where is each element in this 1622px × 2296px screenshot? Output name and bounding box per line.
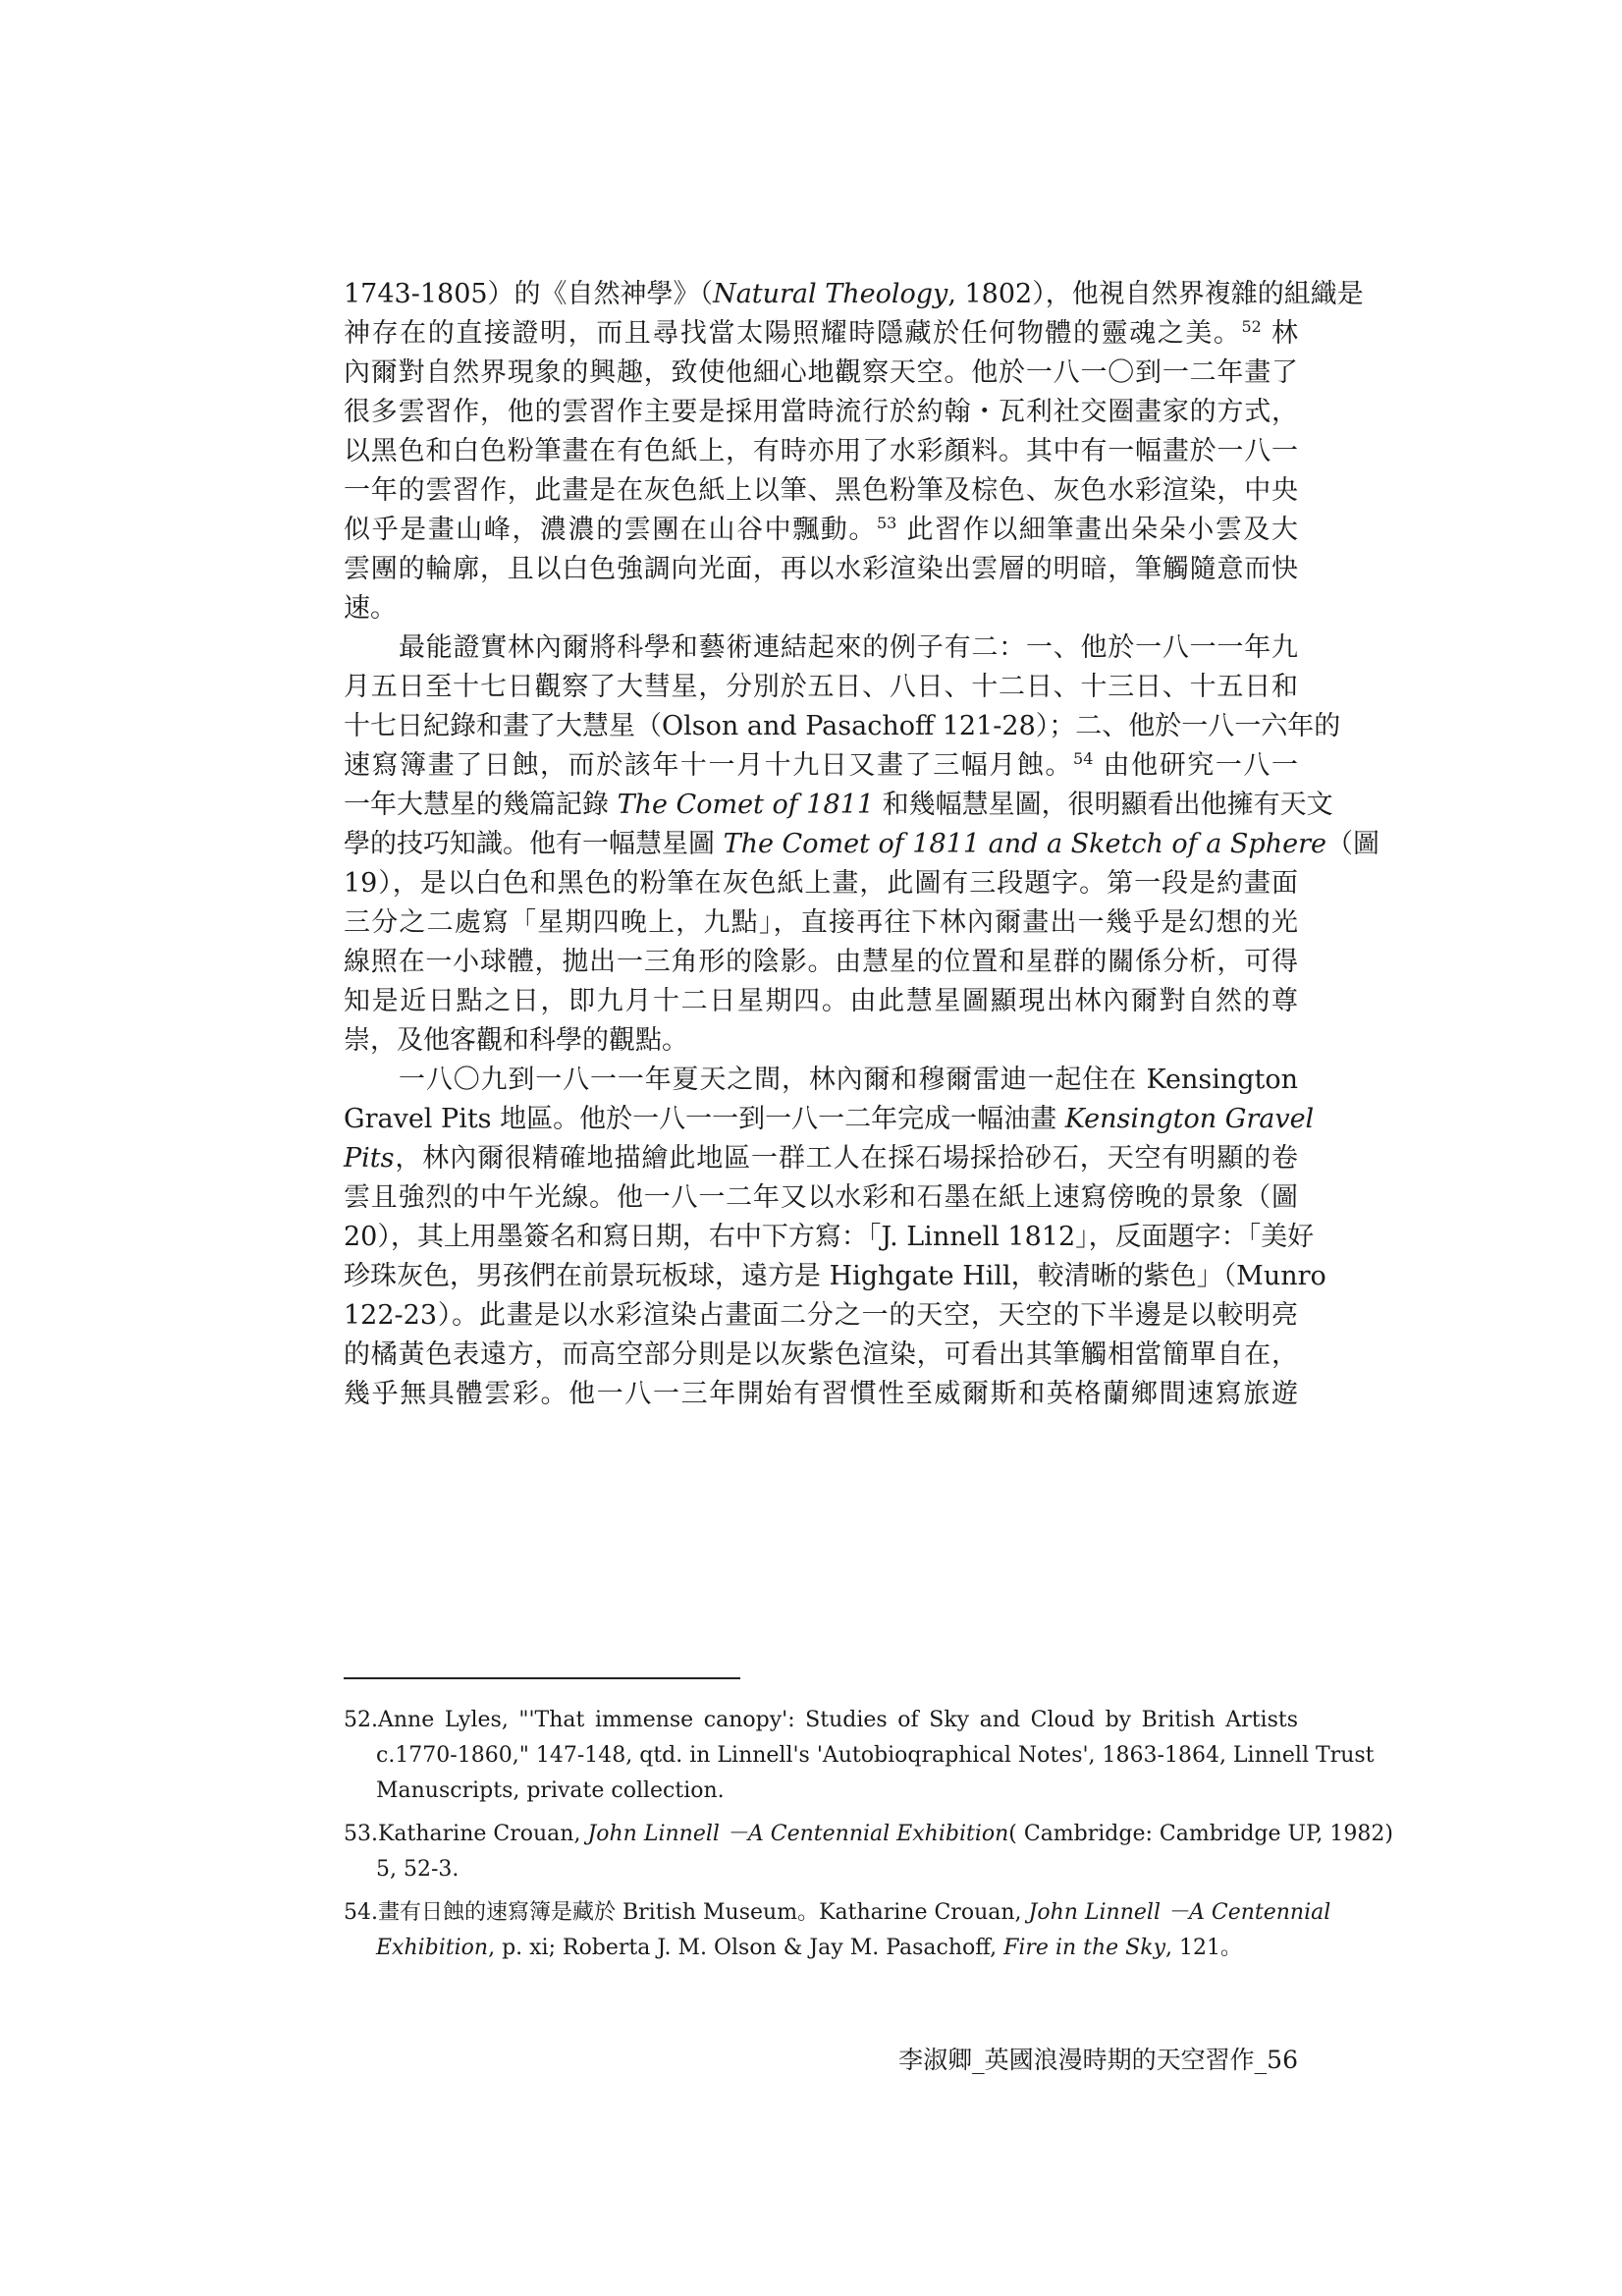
body-line	[344, 432, 1298, 471]
italic-title: John Linnell －A Centennial	[1028, 1900, 1331, 1925]
text-run: ( Cambridge: Cambridge UP, 1982)	[1008, 1822, 1393, 1846]
body-line	[344, 903, 1298, 943]
body-line	[344, 825, 1379, 864]
footnote-line	[344, 1895, 1331, 1931]
text-run: , 121。	[1165, 1936, 1242, 1960]
text-run: 速寫簿畫了日蝕，而於該年十一月十九日又畫了三幅月蝕。	[344, 750, 1074, 781]
footnote-line	[344, 1817, 1393, 1852]
footnote-line	[344, 1703, 1298, 1738]
text-run: Gravel Pits 地區。他於一八一一到一八一二年完成一幅油畫	[344, 1104, 1065, 1134]
text-run: 和幾幅慧星圖，很明顯看出他擁有天文	[874, 790, 1333, 820]
body-line	[344, 1218, 1315, 1257]
footnote-separator	[344, 1677, 740, 1679]
body-line	[344, 1100, 1315, 1139]
text-run: 十七日紀錄和畫了大慧星（Olson and Pasachoff 121-28）；二、他於一八一六年的	[344, 711, 1341, 741]
footnote-ref: 53	[876, 514, 897, 532]
text-run: 神存在的直接證明，而且尋找當太陽照耀時隱藏於任何物體的靈魂之美。	[344, 318, 1242, 349]
body-line	[344, 1257, 1326, 1296]
text-run: 速。	[344, 593, 397, 624]
text-run: 一年大慧星的幾篇記錄	[344, 790, 618, 820]
text-run: 19），是以白色和黑色的粉筆在灰色紙上畫，此圖有三段題字。第一段是約畫面	[344, 868, 1298, 899]
text-run: 一八〇九到一八一一年夏天之間，林內爾和穆爾雷迪一起住在 Kensington	[399, 1065, 1298, 1095]
text-run: 此習作以細筆畫出朵朵小雲及大	[896, 515, 1298, 545]
text-run: 月五日至十七日觀察了大彗星，分別於五日、八日、十二日、十三日、十五日和	[344, 672, 1298, 702]
text-run: 很多雲習作，他的雲習作主要是採用當時流行於約翰・瓦利社交圈畫家的方式，	[344, 397, 1298, 427]
body-line	[344, 746, 1298, 786]
text-run: 一年的雲習作，此畫是在灰色紙上以筆、黑色粉筆及棕色、灰色水彩渲染，中央	[344, 475, 1298, 506]
text-run: 學的技巧知識。他有一幅慧星圖	[344, 829, 724, 859]
italic-title: The Comet of 1811	[617, 790, 875, 820]
body-line	[344, 314, 1298, 354]
body-line	[344, 1061, 1298, 1100]
text-run: 以黑色和白色粉筆畫在有色紙上，有時亦用了水彩顏料。其中有一幅畫於一八一	[344, 436, 1298, 466]
body-line	[344, 1178, 1298, 1218]
footnote-line	[344, 1774, 1298, 1809]
italic-title: The Comet of 1811 and a Sketch of a Sphere	[723, 829, 1326, 859]
italic-title: Natural Theology	[713, 279, 948, 309]
body-line	[344, 1296, 1298, 1336]
text-run: 內爾對自然界現象的興趣，致使他細心地觀察天空。他於一八一〇到一二年畫了	[344, 357, 1298, 388]
text-run: 122-23）。此畫是以水彩渲染占畫面二分之一的天空，天空的下半邊是以較明亮	[344, 1300, 1298, 1331]
body-line	[344, 275, 1364, 314]
body-line	[344, 511, 1298, 550]
text-run: 雲團的輪廓，且以白色強調向光面，再以水彩渲染出雲層的明暗，筆觸隨意而快	[344, 554, 1298, 584]
italic-title: Fire in the Sky	[1003, 1936, 1165, 1960]
text-run: 三分之二處寫「星期四晚上，九點」，直接再往下林內爾畫出一幾乎是幻想的光	[344, 907, 1298, 938]
text-run: , 1802），他視自然界複雜的組織是	[947, 279, 1364, 309]
body-line	[344, 550, 1298, 589]
body-text	[344, 275, 1379, 1414]
text-run: 似乎是畫山峰，濃濃的雲團在山谷中飄動。	[344, 515, 877, 545]
text-run: ，林內爾很精確地描繪此地區一群工人在採石場採拾砂石，天空有明顯的卷	[394, 1143, 1298, 1174]
text-run: 雲且強烈的中午光線。他一八一二年又以水彩和石墨在紙上速寫傍晚的景象（圖	[344, 1182, 1298, 1213]
italic-title: John Linnell －A Centennial Exhibition	[587, 1822, 1009, 1846]
footnote-line	[344, 1738, 1375, 1774]
italic-title: Kensington Gravel	[1064, 1104, 1315, 1134]
footnote-53	[344, 1817, 1393, 1887]
body-line	[344, 943, 1298, 982]
body-line	[344, 1139, 1298, 1178]
footnote-52	[344, 1703, 1375, 1809]
body-line	[344, 982, 1298, 1021]
text-run: 1743-1805）的《自然神學》（	[344, 279, 714, 309]
footnotes	[344, 1703, 1393, 1974]
body-line	[344, 707, 1341, 746]
text-run: 林	[1261, 318, 1298, 349]
italic-title: Exhibition	[376, 1936, 489, 1960]
footnote-54	[344, 1895, 1331, 1966]
body-line	[344, 1375, 1298, 1414]
text-run: 52.Anne Lyles, "'That immense canopy': Studies of Sky and Cloud by British Artists	[344, 1708, 1298, 1732]
body-line	[344, 786, 1333, 825]
text-run: 知是近日點之日，即九月十二日星期四。由此慧星圖顯現出林內爾對自然的尊	[344, 986, 1298, 1016]
page-footer: 李淑卿_英國浪漫時期的天空習作_56	[898, 2046, 1298, 2074]
text-run: 的橘黃色表遠方，而高空部分則是以灰紫色渲染，可看出其筆觸相當簡單自在，	[344, 1339, 1298, 1370]
body-line	[344, 354, 1298, 393]
body-line	[344, 471, 1298, 511]
footnote-ref: 54	[1073, 749, 1094, 768]
italic-title: Pits	[344, 1143, 395, 1174]
body-line	[344, 629, 1298, 668]
text-run: 最能證實林內爾將科學和藝術連結起來的例子有二：一、他於一八一一年九	[399, 632, 1298, 663]
text-run: , p. xi; Roberta J. M. Olson & Jay M. Pasachoff,	[488, 1936, 1004, 1960]
body-line	[344, 589, 1298, 629]
body-line	[344, 1336, 1298, 1375]
footnote-line	[344, 1931, 1298, 1966]
footnote-line	[344, 1852, 1298, 1887]
text-run: 由他研究一八一	[1093, 750, 1298, 781]
text-run: 53.Katharine Crouan,	[344, 1822, 588, 1846]
body-line	[344, 1021, 1298, 1061]
text-run: 珍珠灰色，男孩們在前景玩板球，遠方是 Highgate Hill，較清晰的紫色」（Munro	[344, 1261, 1326, 1291]
body-line	[344, 864, 1298, 903]
text-run: （圖	[1325, 829, 1379, 859]
text-run: 54.畫有日蝕的速寫簿是藏於 British Museum。Katharine Crouan,	[344, 1900, 1029, 1925]
text-run: c.1770-1860," 147-148, qtd. in Linnell's 'Autobioqraphical Notes', 1863-1864, Linnell Trust	[376, 1743, 1375, 1768]
body-line	[344, 668, 1298, 707]
text-run: 崇，及他客觀和科學的觀點。	[344, 1025, 688, 1056]
text-run: Manuscripts, private collection.	[376, 1778, 725, 1803]
body-line	[344, 393, 1298, 432]
footnote-ref: 52	[1241, 317, 1262, 336]
text-run: 線照在一小球體，拋出一三角形的陰影。由慧星的位置和星群的關係分析，可得	[344, 947, 1298, 977]
text-run: 20），其上用墨簽名和寫日期，右中下方寫：「J. Linnell 1812」，反面題字：「美好	[344, 1222, 1315, 1252]
text-run: 幾乎無具體雲彩。他一八一三年開始有習慣性至威爾斯和英格蘭鄉間速寫旅遊	[344, 1379, 1298, 1409]
text-run: 5, 52-3.	[376, 1857, 460, 1882]
